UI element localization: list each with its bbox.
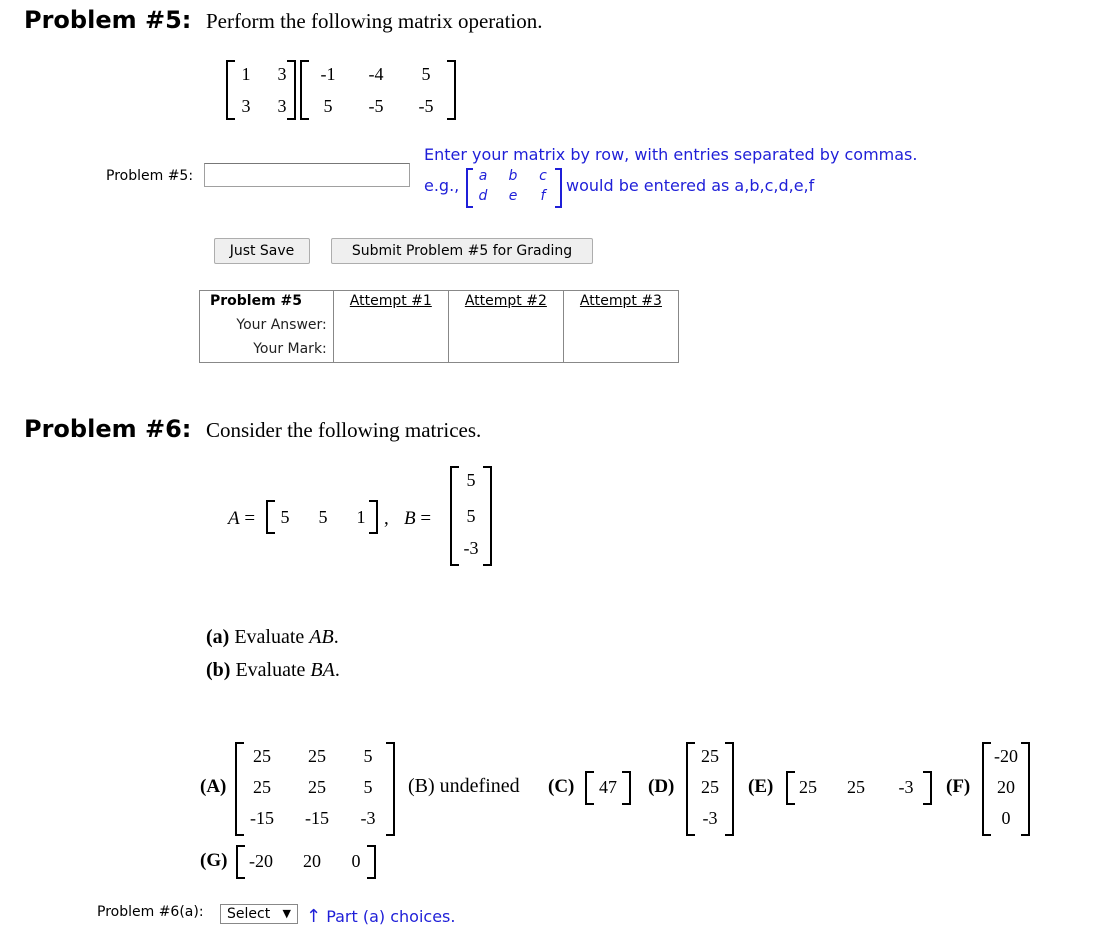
problem5-hint: Enter your matrix by row, with entries separated by commas. [424,145,918,164]
just-save-button[interactable]: Just Save [214,238,310,264]
matrix-cell: -5 [368,96,384,116]
matrix-cell: 25 [308,746,326,766]
matrix-cell: 3 [277,96,287,116]
your-mark-label: Your Mark: [200,339,334,363]
matrix-cell: 5 [363,746,373,766]
A-symbol: A [228,508,240,529]
matrix-cell: -3 [702,808,718,828]
matrix-B-label: B = [404,508,432,529]
matrix-cell: 3 [241,96,251,116]
B-symbol: B [404,508,416,529]
attempt-1-column [333,291,448,363]
attempt-2-column [448,291,563,363]
attempt-1-link[interactable]: Attempt #1 [349,293,432,309]
choice-G-label: (G) [200,850,228,871]
problem6-heading: Problem #6: [24,415,192,443]
matrix-cell: 20 [997,777,1015,797]
matrix-cell: -15 [305,808,329,828]
matrix-cell: 20 [303,851,321,871]
part-b-label: (b) [206,659,231,681]
comma: , [384,508,389,529]
choice-E-label: (E) [748,776,774,797]
choice-B-label: (B) undefined [408,775,520,797]
problem5-text: Perform the following matrix operation. [206,9,543,33]
up-arrow-icon: ↑ [306,906,322,927]
matrix-cell: -20 [249,851,273,871]
problem5-hint-suffix: would be entered as a,b,c,d,e,f [566,176,815,195]
matrix-A [266,500,378,534]
attempt-3-column [563,291,678,363]
select-value: Select [227,906,271,922]
matrix-cell: 5 [363,777,373,797]
matrix-cell: -4 [368,64,384,84]
part-b-expression: BA [310,659,335,681]
matrix-cell: -5 [418,96,434,116]
choice-F-label: (F) [946,776,971,797]
part-a-expression: AB [309,626,334,648]
choice-D-matrix [686,742,734,836]
choice-D-label: (D) [648,776,675,797]
choice-A-matrix [235,742,395,836]
part-b-text: Evaluate [235,659,306,681]
matrix-cell: 25 [308,777,326,797]
dropdown-arrow-icon: ▼ [282,907,291,920]
problem5-input-label: Problem #5: [106,168,194,184]
part-a-text: Evaluate [234,626,305,648]
matrix-cell: 25 [253,777,271,797]
problem6a-select[interactable] [220,904,298,924]
problem6a-select-label: Problem #6(a): [97,904,204,920]
matrix-cell: 1 [241,64,251,84]
problem5-hint-eg: e.g., [424,176,460,195]
matrix-cell: -1 [320,64,336,84]
choice-G-matrix [236,845,376,879]
part-b: (b) Evaluate BA. [206,659,340,681]
matrix-cell: -3 [360,808,376,828]
choice-C-matrix [585,771,631,805]
matrix-cell: 5 [323,96,333,116]
part-a-choices-note [306,906,455,927]
attempts-table [199,290,679,363]
matrix-cell: 25 [253,746,271,766]
choice-C-label: (C) [548,776,575,797]
problem6-text: Consider the following matrices. [206,418,482,442]
matrix-cell: f [540,188,546,204]
matrix-cell: -20 [994,746,1018,766]
problem5-answer-input[interactable] [204,163,410,187]
matrix-cell: 47 [599,777,617,797]
matrix-cell: 25 [799,777,817,797]
matrix-cell: 25 [701,777,719,797]
attempt-3-link[interactable]: Attempt #3 [579,293,662,309]
problem5-matrix-right [300,60,456,120]
attempt-2-link[interactable]: Attempt #2 [464,293,547,309]
matrix-cell: e [508,188,518,204]
matrix-cell: 0 [351,851,361,871]
matrix-cell: 25 [847,777,865,797]
problem5-heading: Problem #5: [24,6,192,34]
matrix-cell: 5 [466,506,476,526]
matrix-cell: b [508,168,518,184]
submit-problem-5-button[interactable]: Submit Problem #5 for Grading [331,238,593,264]
problem5-hint-matrix [466,168,562,208]
matrix-A-label: A = [228,508,256,529]
matrix-cell: 5 [280,507,290,527]
problem5-matrix-left [226,60,296,120]
matrix-cell: 1 [356,507,366,527]
matrix-cell: d [478,188,488,204]
part-a-label: (a) [206,626,230,648]
matrix-cell: -3 [463,538,479,558]
attempts-header: Problem #5 [200,291,334,315]
matrix-cell: -3 [898,777,914,797]
matrix-cell: 5 [318,507,328,527]
choice-E-matrix [786,771,932,805]
your-answer-label: Your Answer: [200,315,334,339]
choice-F-matrix [982,742,1030,836]
matrix-cell: 5 [421,64,431,84]
part-a-choices-text: Part (a) choices. [326,907,456,926]
choice-A-label: (A) [200,776,227,797]
matrix-cell: 25 [701,746,719,766]
matrix-cell: 5 [466,470,476,490]
matrix-B [450,466,492,566]
choice-B [408,775,520,798]
matrix-cell: -15 [250,808,274,828]
matrix-cell: 0 [1001,808,1011,828]
matrix-cell: c [539,168,547,184]
matrix-cell: a [478,168,488,184]
part-a: (a) Evaluate AB. [206,626,339,648]
matrix-cell: 3 [277,64,287,84]
